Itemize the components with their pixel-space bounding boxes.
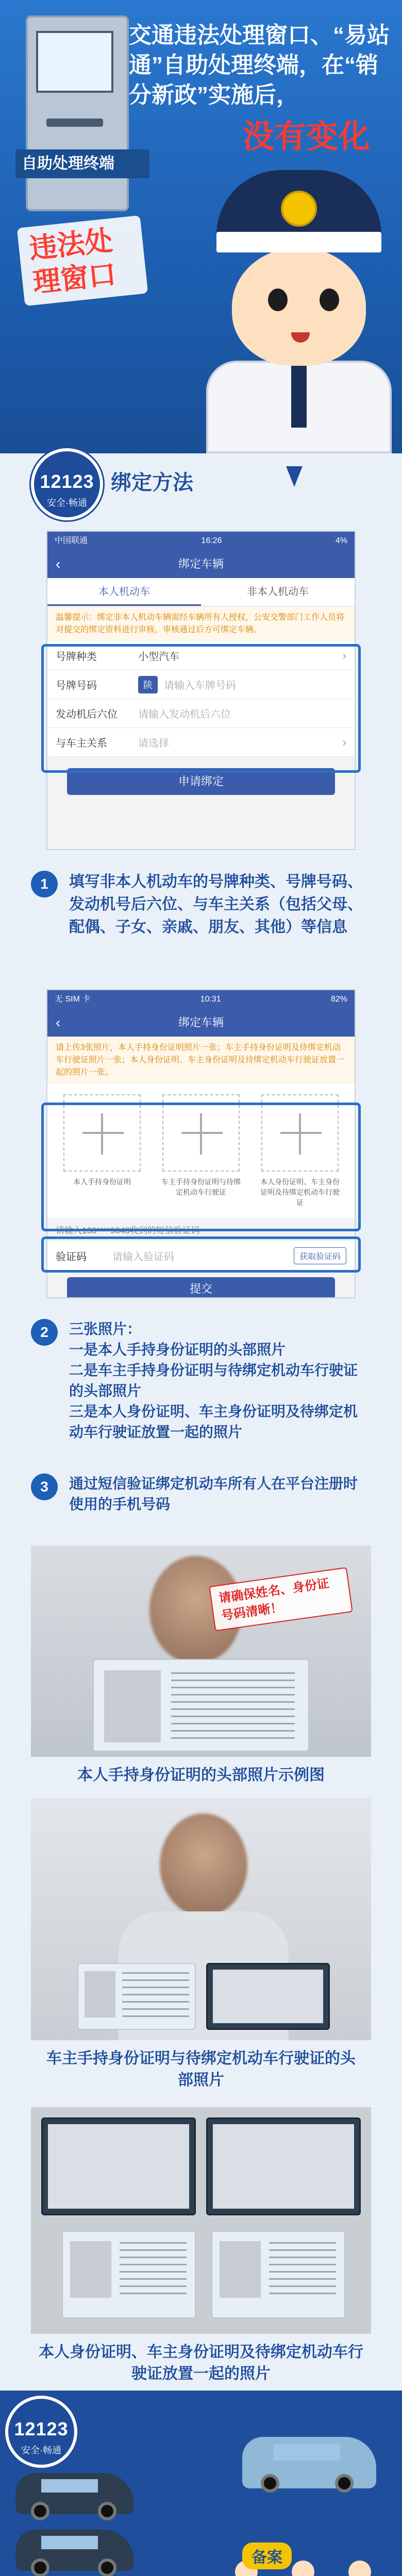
step-2 (31, 1319, 371, 1443)
step-text: 通过短信验证绑定机动车所有人在平台注册时使用的手机号码 (69, 1476, 358, 1512)
vehicle-license-page (48, 2124, 189, 2209)
status-time: 16:26 (201, 536, 222, 545)
tab-non-own-vehicle[interactable]: 非本人机动车 (247, 586, 309, 598)
step-text: 三张照片： 一是本人手持身份证明的头部照片 二是车主手持身份证明与待绑定机动车行驶证的头部照片 三是本人身份证明、车主身份证明及待绑定机动车行驶证放置一起的照片 (69, 1321, 358, 1440)
chevron-right-icon: › (342, 735, 346, 749)
example-photo-owner (31, 1798, 371, 2040)
id-card-text-lines (269, 2242, 336, 2299)
get-code-button[interactable]: 获取验证码 (294, 1247, 346, 1264)
officer-face (232, 247, 366, 366)
sms-note: 请输入138****9648收到的短信验证码 (47, 1218, 355, 1241)
section-title: 绑定方法 (111, 471, 193, 494)
hero-title: 交通违法处理窗口、“易站通”自助处理终端，在“销分新政”实施后， (129, 23, 390, 108)
nav-bar (47, 550, 355, 578)
car-window (41, 2536, 98, 2549)
back-arrow-icon[interactable]: ‹ (56, 1014, 61, 1030)
step-number: 2 (31, 1319, 58, 1346)
status-bar (47, 532, 355, 550)
app-logo-12123 (31, 448, 103, 520)
id-card-photo (70, 2241, 111, 2298)
car-wheel (31, 2502, 49, 2520)
kiosk-label: 自助处理终端 (15, 149, 149, 178)
id-card-image (77, 1963, 196, 2030)
submit-button[interactable]: 提交 (67, 1277, 335, 1298)
vehicle-license-page (213, 1970, 323, 2023)
car-wheel (31, 2558, 49, 2576)
nav-title: 绑定车辆 (178, 1016, 224, 1029)
id-card-photo (220, 2241, 261, 2298)
id-card-image (211, 2231, 345, 2318)
id-card-image (62, 2231, 196, 2318)
status-battery: 4% (335, 536, 347, 545)
other-driver-2 (289, 2561, 317, 2576)
filing-badge: 备案 (242, 2543, 292, 2569)
code-label: 验证码 (56, 1251, 87, 1263)
car-window (41, 2479, 98, 2493)
form-highlight-frame (41, 644, 361, 773)
field-label: 号牌号码 (56, 680, 97, 691)
own-car-2 (15, 2530, 134, 2571)
notice-banner: 请上传3张照片，本人手持身份证明照片一张；车主手持身份证明及待绑定机动车行驶证照片一张；本人身份证明、车主身份证明及待绑定机动车行驶证放置一起的照片一张。 (47, 1037, 355, 1084)
id-card-text-lines (171, 1672, 295, 1739)
photo-caption-1: 本人手持身份证明的头部照片示例图 (77, 1767, 325, 1784)
photo-caption-2: 车主手持身份证明与待绑定机动车行驶证的头部照片 (46, 2050, 356, 2089)
field-label: 发动机后六位 (56, 709, 118, 720)
car-wheel (335, 2474, 354, 2493)
non-own-car (242, 2437, 376, 2488)
hero-banner (0, 0, 402, 453)
upload-highlight-frame (41, 1103, 361, 1231)
step-1 (31, 871, 371, 939)
driver-head (292, 2561, 314, 2576)
notice-banner: 温馨提示：绑定非本人机动车辆需经车辆所有人授权，公安交警部门工作人员将对提交的绑定资料进行审核，审核通过后方可绑定车辆。 (47, 606, 355, 641)
logo-subtitle: 安全·畅通 (47, 498, 87, 508)
vehicle-license-image (41, 2117, 196, 2215)
kiosk-illustration (15, 15, 134, 222)
clarity-callout: 请确保姓名、身份证号码清晰！ (209, 1567, 353, 1632)
chevron-right-icon: › (342, 649, 346, 662)
status-bar (47, 990, 355, 1009)
vehicle-license-image (206, 1963, 330, 2030)
id-card-photo (104, 1670, 161, 1742)
car-wheel (98, 2502, 116, 2520)
officer-cap-band (216, 232, 381, 252)
status-carrier: 无 SIM 卡 (55, 995, 91, 1004)
officer-eye-right (320, 289, 339, 311)
own-car-1 (15, 2473, 134, 2514)
verification-code-input[interactable]: 请输入验证码 (112, 1251, 174, 1263)
tab-own-vehicle[interactable]: 本人机动车 (47, 578, 201, 606)
police-officer-illustration (186, 155, 402, 453)
code-highlight-frame (41, 1236, 361, 1273)
step-number: 3 (31, 1473, 58, 1500)
status-battery: 82% (330, 995, 347, 1004)
logo-subtitle: 安全·畅通 (21, 2445, 61, 2455)
example-photo-together (31, 2107, 371, 2334)
other-driver-3 (345, 2561, 374, 2576)
officer-eye-left (268, 289, 288, 311)
id-card-image (93, 1659, 309, 1752)
vehicle-license-page (213, 2124, 354, 2209)
step-text: 填写非本人机动车的号牌种类、号牌号码、发动机号后六位、与车主关系（包括父母、配偶、子女、亲戚、朋友、其他）等信息 (69, 873, 363, 936)
apply-bind-button[interactable]: 申请绑定 (67, 768, 335, 795)
upload-caption: 本人身份证明、车主身份证明及待绑定机动车行驶证 (260, 1178, 340, 1207)
upload-caption: 本人手持身份证明 (73, 1178, 131, 1186)
field-label: 号牌种类 (56, 651, 97, 663)
id-card-text-lines (122, 1972, 189, 2019)
car-window (273, 2444, 340, 2461)
status-carrier: 中国联通 (55, 536, 88, 545)
blurred-face (160, 1814, 247, 1917)
field-label: 与车主关系 (56, 738, 107, 749)
plate-number-input[interactable]: 请输入车牌号码 (164, 680, 236, 691)
car-wheel (98, 2558, 116, 2576)
id-card-photo (85, 1971, 115, 2018)
tab-bar (47, 578, 355, 606)
footer-logo-12123 (5, 2396, 77, 2468)
plate-type-select[interactable]: 小型汽车 (138, 651, 179, 663)
car-wheel (261, 2474, 279, 2493)
nav-title: 绑定车辆 (178, 557, 224, 570)
down-arrow-icon (286, 466, 303, 487)
kiosk-slot (46, 118, 103, 127)
province-select[interactable]: 陕 (138, 676, 158, 693)
id-card-text-lines (120, 2242, 187, 2299)
upload-caption: 车主手持身份证明与待绑定机动车行驶证 (161, 1178, 241, 1196)
police-badge-icon (281, 191, 317, 227)
photo-caption-3: 本人身份证明、车主身份证明及待绑定机动车行驶证放置一起的照片 (39, 2344, 363, 2382)
logo-number: 12123 (14, 2418, 69, 2439)
back-arrow-icon[interactable]: ‹ (56, 556, 61, 572)
violation-window-sign: 违法处理窗口 (17, 215, 148, 306)
officer-tie (291, 366, 307, 428)
owner-relation-select[interactable]: 请选择 (138, 738, 169, 749)
driver-head (348, 2561, 371, 2576)
step-number: 1 (31, 871, 58, 897)
engine-number-input[interactable]: 请输入发动机后六位 (138, 709, 231, 720)
status-time: 10:31 (200, 995, 221, 1004)
kiosk-screen (36, 31, 113, 93)
nav-bar (47, 1009, 355, 1037)
step-3 (31, 1473, 371, 1515)
vehicle-license-image (206, 2117, 361, 2215)
hero-emphasis: 没有变化 (242, 119, 371, 155)
logo-number: 12123 (40, 471, 94, 492)
